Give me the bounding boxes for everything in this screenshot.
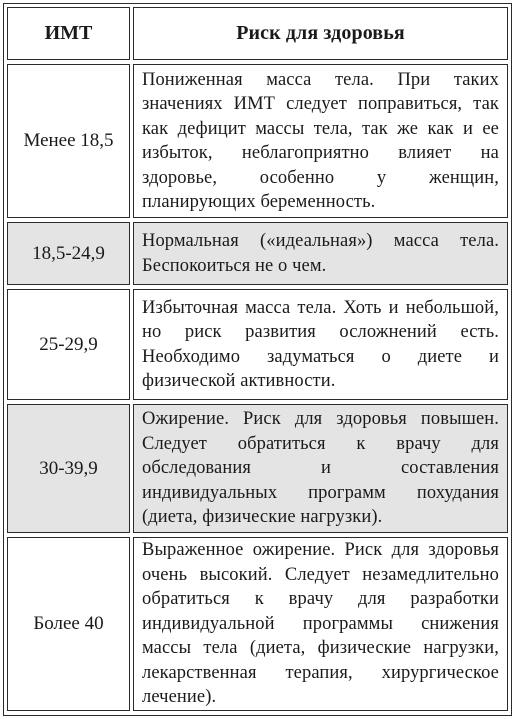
table-row (7, 289, 508, 400)
header-bmi: ИМТ (7, 7, 130, 60)
risk-description: Избыточная масса тела. Хоть и небольшой, но риск развития осложнений есть. Необходимо задуматься о диете и физической активности. (133, 289, 508, 400)
bmi-value: Менее 18,5 (7, 64, 130, 218)
table-header-row (7, 7, 508, 60)
risk-description: Пониженная масса тела. При таких значениях ИМТ следует поправиться, так как дефицит массы тела, так же как и ее избыток, неблагоприятно влияет на здоровье, особенно у женщин, планирующих беременность. (133, 64, 508, 218)
bmi-value: 25-29,9 (7, 289, 130, 400)
header-health-risk: Риск для здоровья (133, 7, 508, 60)
bmi-risk-table (3, 3, 512, 716)
risk-description: Нормальная («идеальная») масса тела. Беспокоиться не о чем. (133, 222, 508, 285)
bmi-value: 30-39,9 (7, 404, 130, 533)
bmi-value: 18,5-24,9 (7, 222, 130, 285)
risk-description: Выраженное ожирение. Риск для здоровья очень высокий. Следует незамедлительно обратиться к врачу для разработки индивидуальной программы снижения массы тела (диета, физические нагрузки, лекарственная терапия, хирургическое лечение). (133, 537, 508, 711)
table-row (7, 222, 508, 285)
table-row (7, 64, 508, 218)
bmi-value: Более 40 (7, 537, 130, 711)
risk-description: Ожирение. Риск для здоровья повышен. Следует обратиться к врачу для обследования и составления индивидуальных программ похудания (диета, физические нагрузки). (133, 404, 508, 533)
table-row (7, 404, 508, 533)
table-row (7, 537, 508, 711)
